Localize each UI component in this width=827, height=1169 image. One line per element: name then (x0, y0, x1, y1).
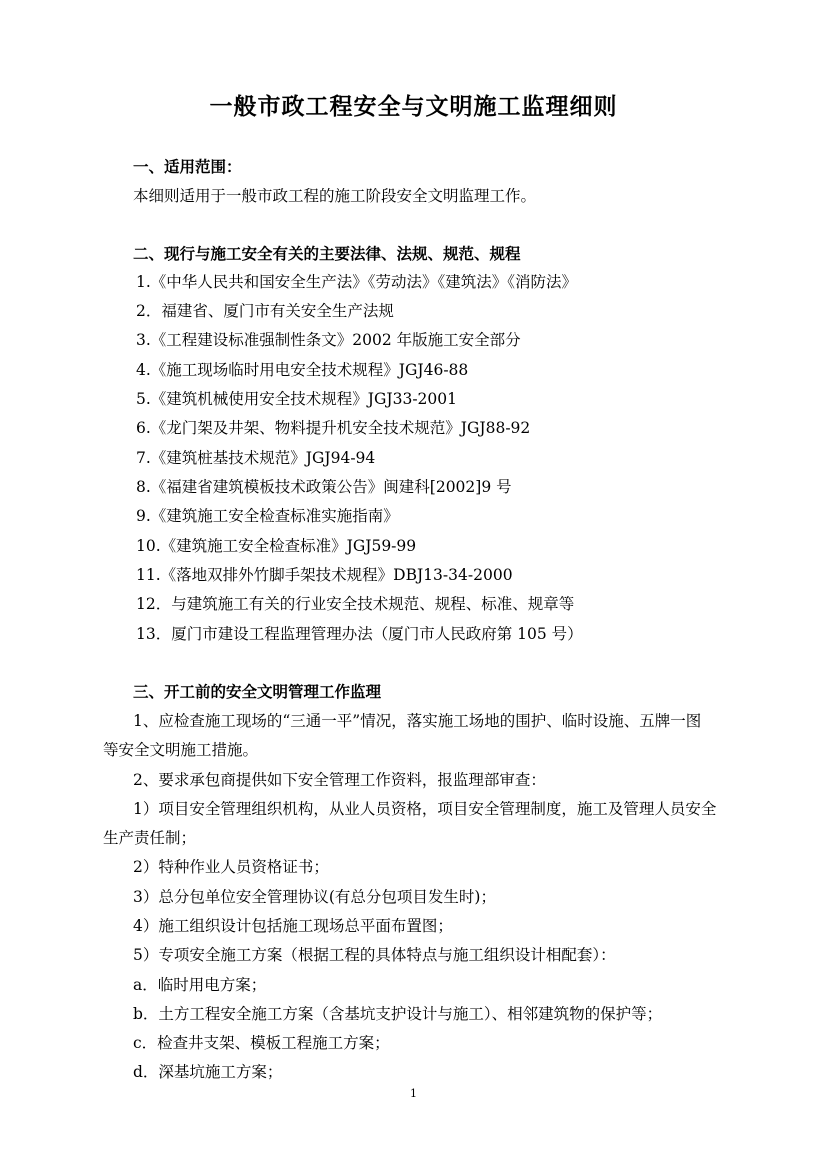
section-1-heading: 一、适用范围： (133, 157, 242, 176)
list-item: 5.《建筑机械使用安全技术规程》JGJ33-2001 (136, 390, 458, 408)
section-2-heading: 二、现行与施工安全有关的主要法律、法规、规范、规程 (133, 244, 521, 263)
document-title: 一般市政工程安全与文明施工监理细则 (209, 93, 618, 120)
paragraph-line: 2、要求承包商提供如下安全管理工作资料，报监理部审查： (133, 771, 546, 789)
paragraph-line: 等安全文明施工措施。 (103, 741, 259, 759)
paragraph-line: 4）施工组织设计包括施工现场总平面布置图； (133, 917, 453, 935)
list-item: 13．厦门市建设工程监理管理办法（厦门市人民政府第 105 号） (136, 625, 583, 643)
section-1-text: 本细则适用于一般市政工程的施工阶段安全文明监理工作。 (133, 187, 537, 205)
list-item: 11.《落地双排外竹脚手架技术规程》DBJ13-34-2000 (136, 566, 513, 584)
list-item: 1.《中华人民共和国安全生产法》《劳动法》《建筑法》《消防法》 (136, 273, 578, 291)
section-3-heading: 三、开工前的安全文明管理工作监理 (133, 682, 382, 701)
list-item: 9.《建筑施工安全检查标准实施指南》 (136, 507, 399, 525)
paragraph-line: d．深基坑施工方案； (133, 1063, 283, 1081)
paragraph-line: c．检查井支架、模板工程施工方案； (133, 1034, 390, 1052)
paragraph-line: 生产责任制； (103, 829, 197, 847)
list-item: 6.《龙门架及井架、物料提升机安全技术规范》JGJ88-92 (136, 419, 531, 437)
page-number: 1 (410, 1087, 417, 1100)
list-item: 8.《福建省建筑模板技术政策公告》闽建科[2002]9 号 (136, 478, 512, 496)
list-item: 2．福建省、厦门市有关安全生产法规 (136, 302, 394, 320)
paragraph-line: b．土方工程安全施工方案（含基坑支护设计与施工）、相邻建筑物的保护等； (133, 1005, 663, 1023)
list-item: 3.《工程建设标准强制性条文》2002 年版施工安全部分 (136, 331, 521, 349)
list-item: 10.《建筑施工安全检查标准》JGJ59-99 (136, 537, 417, 555)
list-item: 7.《建筑桩基技术规范》JGJ94-94 (136, 449, 376, 467)
list-item: 4.《施工现场临时用电安全技术规程》JGJ46-88 (136, 361, 469, 379)
paragraph-line: 1、应检查施工现场的“三通一平”情况，落实施工场地的围护、临时设施、五牌一图 (133, 712, 702, 730)
paragraph-line: 2）特种作业人员资格证书； (133, 858, 329, 876)
paragraph-line: 3）总分包单位安全管理协议(有总分包项目发生时)； (133, 888, 496, 906)
paragraph-line: a．临时用电方案； (133, 976, 267, 994)
paragraph-line: 5）专项安全施工方案（根据工程的具体特点与施工组织设计相配套）： (133, 946, 616, 964)
list-item: 12．与建筑施工有关的行业安全技术规范、规程、标准、规章等 (136, 595, 575, 613)
paragraph-line: 1）项目安全管理组织机构，从业人员资格，项目安全管理制度，施工及管理人员安全 (133, 800, 717, 818)
